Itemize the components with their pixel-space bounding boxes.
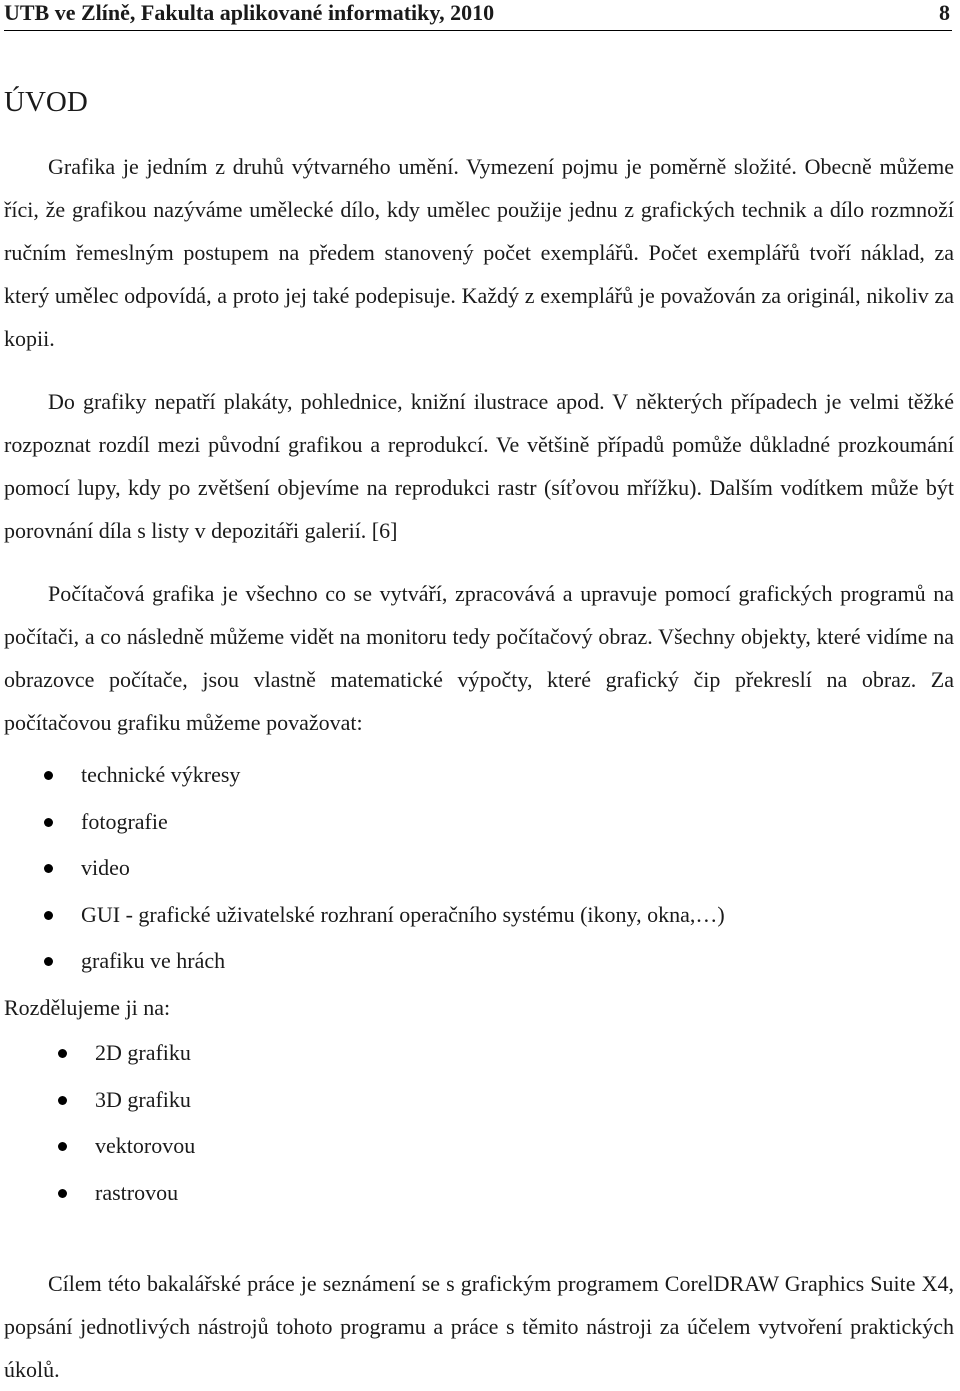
page-number: 8: [939, 0, 950, 25]
bullet-icon: [44, 911, 53, 920]
list-item-text: vektorovou: [95, 1133, 196, 1158]
bullet-icon: [58, 1189, 67, 1198]
page-header: [4, 0, 952, 31]
list-item-text: video: [81, 855, 130, 880]
paragraph-intro: Grafika je jedním z druhů výtvarného umění. Vymezení pojmu je poměrně složité. Obecně můžeme říci, že grafikou nazýváme umělecké dílo, kdy umělec použije jednu z grafických technik a dílo rozmnoží ručním řemeslným postupem na předem stanovený počet exemplářů. Počet exemplářů tvoří náklad, za který umělec odpovídá, a proto jej také podepisuje. Každý z exemplářů je považován za originál, nikoliv za kopii.: [4, 154, 954, 351]
bullet-icon: [44, 771, 53, 780]
paragraph-reproduction: Do grafiky nepatří plakáty, pohlednice, knižní ilustrace apod. V některých případech je velmi těžké rozpoznat rozdíl mezi původní grafikou a reprodukcí. Ve většině případů pomůže důkladné prozkoumání pomocí lupy, kdy po zvětšení objevíme na reprodukci rastr (síťovou mřížku). Dalším vodítkem může být porovnání díla s listy v depozitáři galerií. [6]: [4, 389, 954, 543]
bullet-icon: [44, 818, 53, 827]
list-item-text: technické výkresy: [81, 762, 241, 787]
bullet-icon: [44, 957, 53, 966]
list-item-text: grafiku ve hrách: [81, 948, 226, 973]
list-item-text: 2D grafiku: [95, 1040, 191, 1065]
bullet-icon: [58, 1142, 67, 1151]
bullet-icon: [44, 864, 53, 873]
list-item-text: fotografie: [81, 808, 168, 834]
bullet-icon: [58, 1049, 67, 1058]
paragraph-thesis-goal: Cílem této bakalářské práce je seznámení se s grafickým programem CorelDRAW Graphics Suite X4, popsání jednotlivých nástrojů tohoto programu a práce s těmito nástroji za účelem vytvoření praktických úkolů.: [4, 1271, 954, 1382]
paragraph-computer-graphics: Počítačová grafika je všechno co se vytváří, zpracovává a upravuje pomocí grafických programů na počítači, a co následně můžeme vidět na monitoru tedy počítačový obraz. Všechny objekty, které vidíme na obrazovce počítače, jsou vlastně matematické výpočty, které grafický čip překreslí na obraz. Za počítačovou grafiku můžeme považovat:: [4, 581, 954, 735]
list-item-text: rastrovou: [95, 1179, 179, 1205]
bullet-icon: [58, 1096, 67, 1105]
list2-lead: Rozdělujeme ji na:: [4, 995, 171, 1020]
list-item-text: GUI - grafické uživatelské rozhraní operačního systému (ikony, okna,…): [81, 901, 725, 927]
list-item-text: 3D grafiku: [95, 1086, 191, 1112]
header-title: UTB ve Zlíně, Fakulta aplikované informatiky, 2010: [4, 0, 495, 25]
section-heading: ÚVOD: [4, 86, 88, 118]
